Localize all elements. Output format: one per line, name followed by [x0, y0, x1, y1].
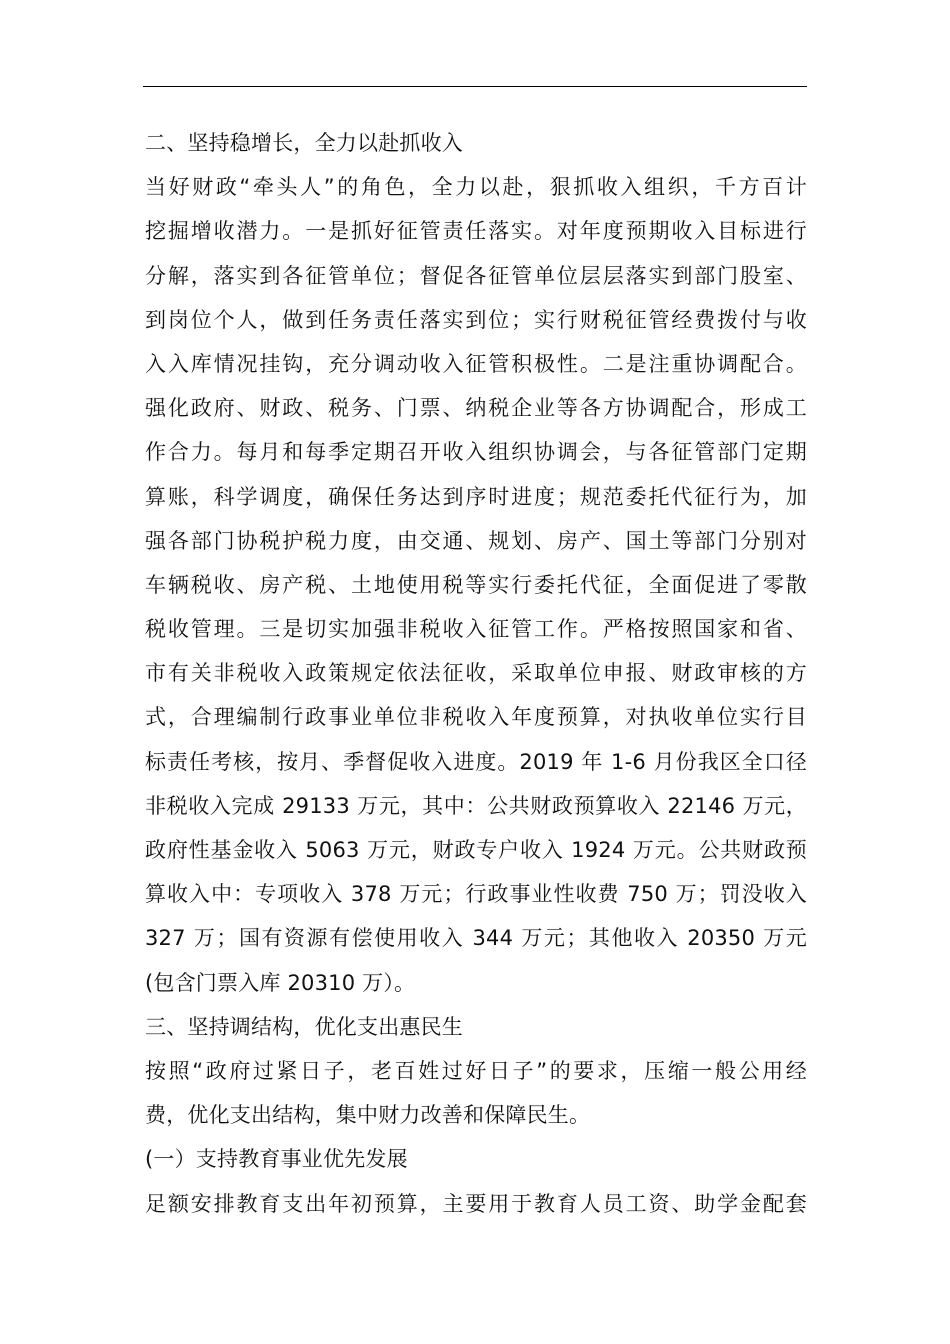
text-line: 费，优化支出结构，集中财力改善和保障民生。 — [145, 1103, 591, 1128]
text-line: 非税收入完成 29133 万元，其中：公共财政预算收入 22146 万元， — [145, 793, 807, 818]
text-line: 按照“政府过紧日子，老百姓过好日子”的要求，压缩一般公用经 — [145, 1058, 807, 1083]
text-line: 入入库情况挂钩，充分调动收入征管积极性。二是注重协调配合。 — [145, 351, 807, 376]
text-line: (一）支持教育事业优先发展 — [145, 1147, 408, 1172]
text-line: 市有关非税收入政策规定依法征收，采取单位申报、财政审核的方 — [145, 661, 807, 686]
text-line: 标责任考核，按月、季督促收入进度。2019 年 1-6 月份我区全口径 — [145, 749, 807, 774]
document-body — [145, 121, 807, 1226]
text-line: 挖掘增收潜力。一是抓好征管责任落实。对年度预期收入目标进行 — [145, 219, 807, 244]
text-line: (包含门票入库 20310 万）。 — [145, 970, 416, 995]
text-line: 强化政府、财政、税务、门票、纳税企业等各方协调配合，形成工 — [145, 396, 807, 421]
text-line: 税收管理。三是切实加强非税收入征管工作。严格按照国家和省、 — [145, 617, 807, 642]
text-line: 车辆税收、房产税、土地使用税等实行委托代征，全面促进了零散 — [145, 572, 807, 597]
text-line: 到岗位个人，做到任务责任落实到位；实行财税征管经费拨付与收 — [145, 307, 807, 332]
text-line: 算账，科学调度，确保任务达到序时进度；规范委托代征行为，加 — [145, 484, 807, 509]
text-line: 算收入中：专项收入 378 万元；行政事业性收费 750 万；罚没收入 — [145, 882, 807, 907]
text-line: 二、坚持稳增长，全力以赴抓收入 — [145, 131, 463, 155]
text-line: 三、坚持调结构，优化支出惠民生 — [145, 1014, 463, 1039]
header-rule — [143, 86, 807, 87]
text-line: 式，合理编制行政事业单位非税收入年度预算，对执收单位实行目 — [145, 705, 807, 730]
text-line: 分解，落实到各征管单位；督促各征管单位层层落实到部门股室、 — [145, 263, 807, 288]
text-line: 足额安排教育支出年初预算，主要用于教育人员工资、助学金配套 — [145, 1191, 807, 1216]
text-line: 强各部门协税护税力度，由交通、规划、房产、国土等部门分别对 — [145, 528, 807, 553]
text-line: 作合力。每月和每季定期召开收入组织协调会，与各征管部门定期 — [145, 440, 807, 465]
text-line: 当好财政“牵头人”的角色，全力以赴，狠抓收入组织，千方百计 — [145, 175, 807, 200]
text-line: 327 万；国有资源有偿使用收入 344 万元；其他收入 20350 万元 — [145, 926, 807, 951]
text-line: 政府性基金收入 5063 万元，财政专户收入 1924 万元。公共财政预 — [145, 838, 807, 862]
